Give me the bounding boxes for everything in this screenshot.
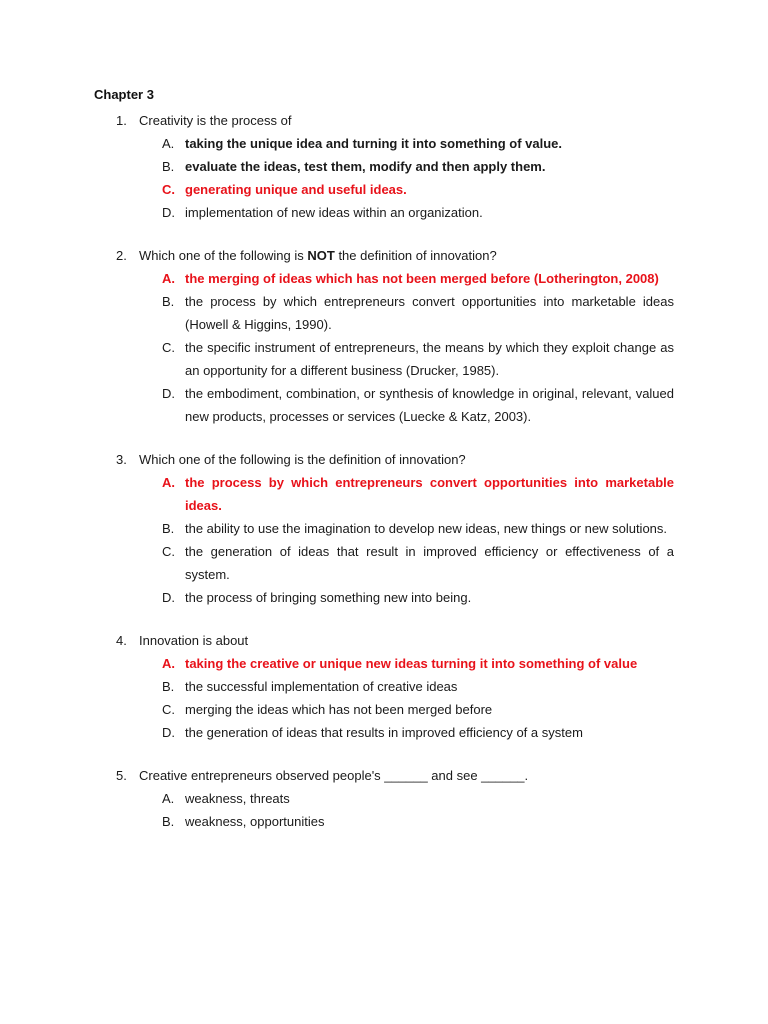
answer-option	[0, 517, 768, 540]
question-list	[0, 109, 768, 853]
option-letter: B.	[162, 814, 175, 829]
answer-option	[0, 675, 768, 698]
option-letter: D.	[162, 205, 175, 220]
option-text: taking the unique idea and turning it into something of value.	[185, 136, 563, 151]
option-letter: C.	[162, 544, 175, 559]
question-number: 4.	[116, 633, 127, 648]
answer-option	[0, 178, 768, 201]
question-stem-line	[0, 448, 768, 471]
option-text: taking the creative or unique new ideas turning it into something of value	[185, 656, 638, 671]
option-text: the process by which entrepreneurs convert opportunities into marketable ideas.	[185, 475, 674, 513]
option-text: the ability to use the imagination to develop new ideas, new things or new solutions.	[185, 521, 668, 536]
answer-option	[0, 336, 768, 382]
option-letter: A.	[162, 791, 175, 806]
answer-option	[0, 586, 768, 609]
option-text: weakness, threats	[185, 791, 290, 806]
question-stem	[139, 629, 248, 652]
option-text: weakness, opportunities	[185, 814, 325, 829]
question-1	[0, 109, 768, 224]
option-letter: A.	[162, 136, 175, 151]
option-text: the specific instrument of entrepreneurs, the means by which they exploit change as an opportunity for a different business (Drucker, 1985).	[185, 340, 674, 378]
answer-option	[0, 652, 768, 675]
answer-option	[0, 201, 768, 224]
question-stem-text-end: the definition of innovation?	[334, 248, 497, 263]
option-text: merging the ideas which has not been merged before	[185, 702, 493, 717]
question-stem-text: Innovation is about	[139, 633, 249, 648]
option-text: the successful implementation of creative ideas	[185, 679, 458, 694]
option-text: the process of bringing something new into being.	[185, 590, 472, 605]
option-text: evaluate the ideas, test them, modify and then apply them.	[185, 159, 546, 174]
answer-option	[0, 721, 768, 744]
question-stem-line	[0, 109, 768, 132]
chapter-title: Chapter 3	[94, 87, 154, 102]
option-letter: D.	[162, 590, 175, 605]
question-stem-line	[0, 629, 768, 652]
answer-option	[0, 540, 768, 586]
option-letter: B.	[162, 521, 175, 536]
answer-option	[0, 471, 768, 517]
question-stem-text: Creative entrepreneurs observed people's ______ and see ______.	[139, 768, 529, 783]
question-stem-line	[0, 244, 768, 267]
option-text: the generation of ideas that result in improved efficiency or effectiveness of a system.	[185, 544, 674, 582]
question-stem	[139, 109, 291, 132]
question-5	[0, 764, 768, 833]
question-stem-text: Which one of the following is the definition of innovation?	[139, 452, 466, 467]
option-letter: B.	[162, 159, 175, 174]
option-letter: A.	[162, 271, 175, 286]
question-number: 1.	[116, 113, 127, 128]
question-stem-emphasis: NOT	[307, 248, 335, 263]
option-letter: B.	[162, 294, 175, 309]
question-4	[0, 629, 768, 744]
question-stem-line	[0, 764, 768, 787]
answer-option	[0, 267, 768, 290]
question-number: 3.	[116, 452, 127, 467]
question-stem-text: Creativity is the process of	[139, 113, 292, 128]
answer-option	[0, 132, 768, 155]
answer-option	[0, 155, 768, 178]
question-2	[0, 244, 768, 428]
question-stem	[139, 244, 497, 267]
answer-option	[0, 787, 768, 810]
answer-option	[0, 382, 768, 428]
option-letter: D.	[162, 725, 175, 740]
option-text: implementation of new ideas within an organization.	[185, 205, 483, 220]
option-text: the process by which entrepreneurs convert opportunities into marketable ideas (Howell & Higgins, 1990).	[185, 294, 674, 332]
option-letter: B.	[162, 679, 175, 694]
answer-option	[0, 290, 768, 336]
option-letter: C.	[162, 702, 175, 717]
option-letter: C.	[162, 340, 175, 355]
answer-option	[0, 810, 768, 833]
question-stem	[139, 448, 466, 471]
answer-option	[0, 698, 768, 721]
option-text: the embodiment, combination, or synthesis of knowledge in original, relevant, valued new products, processes or services (Luecke & Katz, 2003).	[185, 386, 674, 424]
question-3	[0, 448, 768, 609]
question-stem-text: Which one of the following is	[139, 248, 308, 263]
option-text: the merging of ideas which has not been merged before (Lotherington, 2008)	[185, 271, 659, 286]
option-text: the generation of ideas that results in improved efficiency of a system	[185, 725, 583, 740]
question-number: 5.	[116, 768, 127, 783]
option-letter: A.	[162, 656, 175, 671]
option-letter: C.	[162, 182, 175, 197]
option-letter: D.	[162, 386, 175, 401]
question-stem	[139, 764, 528, 787]
option-text: generating unique and useful ideas.	[185, 182, 407, 197]
question-number: 2.	[116, 248, 127, 263]
option-letter: A.	[162, 475, 175, 490]
